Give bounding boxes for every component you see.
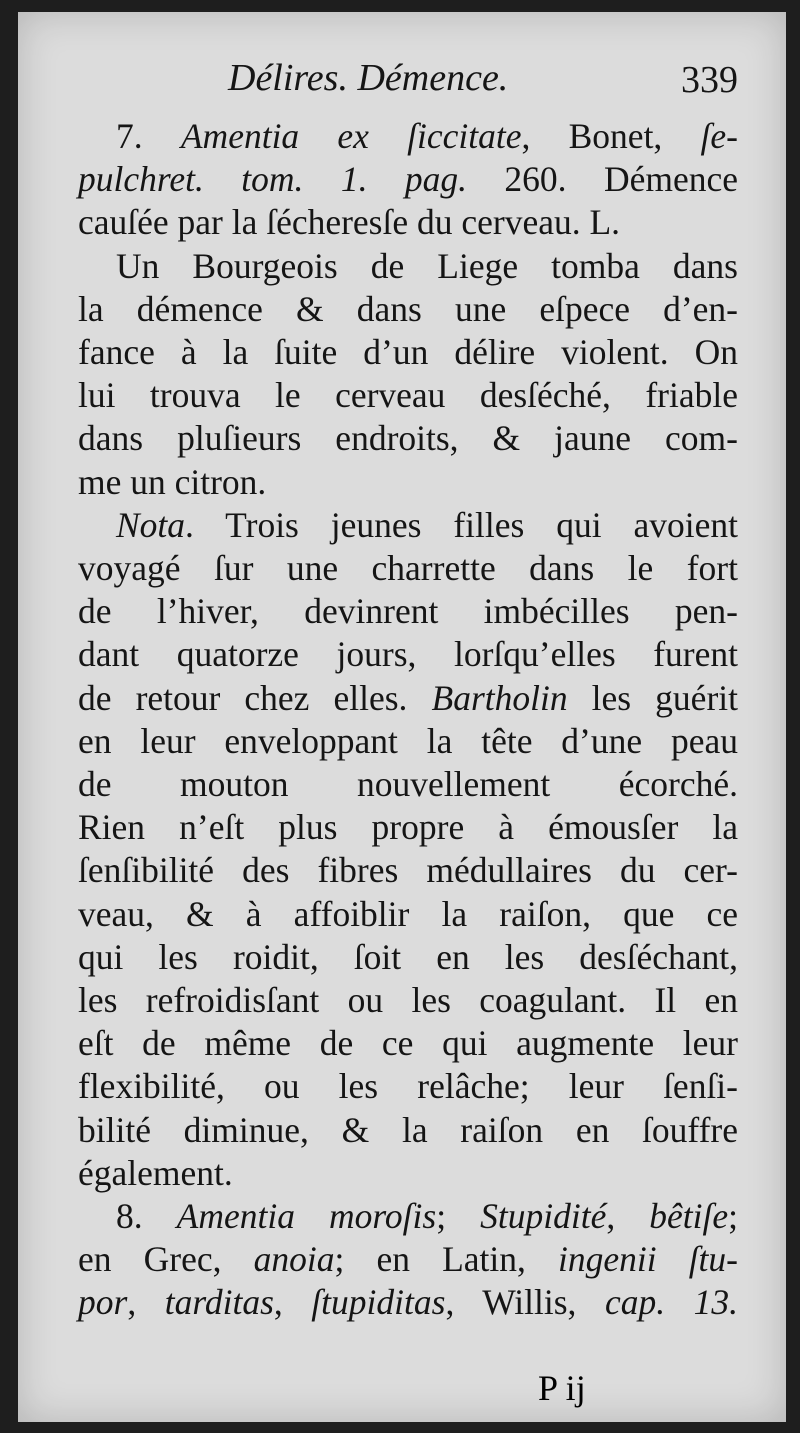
body-text: [78, 115, 738, 1325]
italic-text: ſtupiditas: [311, 1282, 446, 1323]
roman-text: ,: [606, 1196, 650, 1237]
text-line: [78, 417, 738, 460]
text-line: [78, 633, 738, 676]
roman-text: qui les roidit, ſoit en les desſéchant,: [78, 936, 738, 977]
page-header: [78, 57, 738, 115]
roman-text: , Willis,: [445, 1282, 605, 1323]
italic-text: Amentia moroſis: [176, 1196, 437, 1237]
book-page: [18, 12, 786, 1422]
italic-text: pulchret. tom. 1. pag.: [78, 159, 505, 200]
roman-text: les guérit: [567, 677, 738, 718]
roman-text: voyagé ſur une charrette dans le fort: [78, 548, 738, 589]
text-line: [78, 374, 738, 417]
roman-text: veau, & à affoiblir la raiſon, que ce: [78, 893, 738, 934]
roman-text: ;: [436, 1196, 481, 1237]
roman-text: eſt de même de ce qui augmente leur: [78, 1023, 738, 1064]
roman-text: Rien n’eſt plus propre à émousſer la: [78, 807, 738, 848]
text-line: [78, 158, 738, 201]
roman-text: 7.: [116, 116, 181, 156]
italic-text: ſe-: [700, 116, 738, 156]
text-line: [78, 677, 738, 720]
text-line: [78, 893, 738, 936]
text-line: [78, 936, 738, 979]
italic-text: Amentia ex ſiccitate: [180, 116, 522, 156]
text-line: [78, 331, 738, 374]
running-head: Délires. Démence.: [228, 57, 509, 99]
roman-text: de mouton nouvellement écorché.: [78, 764, 738, 805]
roman-text: fance à la ſuite d’un délire violent. On: [78, 332, 738, 373]
text-line: [78, 806, 738, 849]
roman-text: en Grec,: [78, 1239, 254, 1280]
text-line: [78, 763, 738, 806]
text-line: [78, 849, 738, 892]
roman-text: ſenſibilité des fibres médullaires du cer-: [78, 850, 738, 891]
text-line: [78, 720, 738, 763]
italic-text: anoia: [253, 1239, 335, 1280]
roman-text: ; en Latin,: [334, 1239, 558, 1280]
roman-text: , Bonet,: [521, 116, 701, 156]
text-line: [78, 1022, 738, 1065]
text-line: [78, 201, 738, 244]
italic-text: Nota: [116, 504, 186, 545]
text-line: [78, 245, 738, 288]
text-line: [78, 288, 738, 331]
text-line: [78, 1065, 738, 1108]
italic-text: Bartholin: [431, 677, 568, 718]
roman-text: cauſée par la ſécheresſe du cerveau. L.: [78, 202, 621, 243]
text-line: [78, 590, 738, 633]
roman-text: lui trouva le cerveau desſéché, friable: [78, 375, 738, 416]
italic-text: Stupidité: [480, 1196, 607, 1237]
roman-text: 260. Démence: [504, 159, 738, 200]
text-line: [78, 115, 738, 158]
roman-text: . Trois jeunes filles qui avoient: [185, 504, 738, 545]
signature-mark: P ij: [538, 1368, 586, 1408]
roman-text: ,: [273, 1282, 312, 1323]
italic-text: ingenii ſtu-: [557, 1239, 738, 1280]
text-line: [78, 1195, 738, 1238]
roman-text: les refroidisſant ou les coagulant. Il en: [78, 980, 738, 1021]
roman-text: me un citron.: [78, 461, 267, 502]
text-line: [78, 1281, 738, 1324]
roman-text: dans pluſieurs endroits, & jaune com-: [78, 418, 738, 459]
text-line: [78, 979, 738, 1022]
roman-text: ;: [728, 1196, 738, 1237]
roman-text: dant quatorze jours, lorſqu’elles furent: [78, 634, 738, 675]
roman-text: en leur enveloppant la tête d’une peau: [78, 720, 738, 761]
text-line: [78, 461, 738, 504]
roman-text: Un Bourgeois de Liege tomba dans: [116, 245, 738, 286]
italic-text: por: [78, 1282, 128, 1323]
roman-text: flexibilité, ou les relâche; leur ſenſi-: [78, 1066, 738, 1107]
italic-text: cap. 13.: [604, 1282, 739, 1323]
roman-text: bilité diminue, & la raiſon en ſouffre: [78, 1109, 738, 1150]
page-text: [78, 57, 738, 1325]
italic-text: bêtiſe: [649, 1196, 729, 1237]
roman-text: de retour chez elles.: [78, 677, 432, 718]
text-line: [78, 504, 738, 547]
roman-text: ,: [127, 1282, 165, 1323]
roman-text: de l’hiver, devinrent imbécilles pen-: [78, 591, 738, 632]
text-line: [78, 547, 738, 590]
text-line: [78, 1238, 738, 1281]
roman-text: également.: [78, 1152, 233, 1193]
page-number: 339: [681, 59, 738, 101]
italic-text: tarditas: [164, 1282, 274, 1323]
roman-text: la démence & dans une eſpece d’en-: [78, 288, 738, 329]
roman-text: 8.: [116, 1196, 177, 1237]
text-line: [78, 1152, 738, 1195]
text-line: [78, 1109, 738, 1152]
